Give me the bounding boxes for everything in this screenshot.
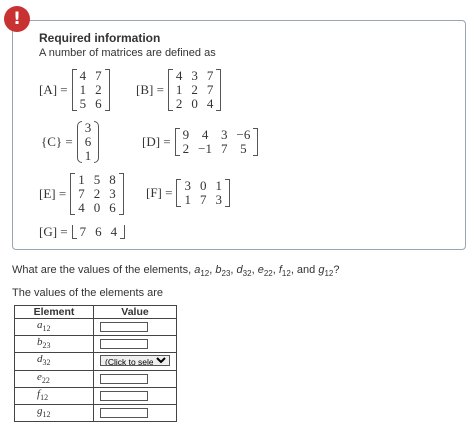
matrix-f [146, 179, 230, 207]
vector-c [41, 121, 99, 163]
element-subscript: 23 [221, 269, 231, 279]
question-element [236, 264, 258, 279]
matrix-cell: 5 [93, 172, 101, 187]
matrix-cell: 3 [84, 120, 92, 135]
element-symbol: g [318, 264, 325, 276]
answer-table-header [15, 306, 177, 319]
value-input[interactable] [100, 408, 148, 418]
vector-c-grid [82, 121, 95, 163]
value-cell [94, 319, 177, 336]
table-row [15, 353, 177, 370]
matrix-b-label: [B] = [136, 82, 164, 97]
header-value: Value [94, 306, 177, 319]
matrix-a-label: [A] = [39, 82, 68, 97]
value-cell [94, 336, 177, 353]
matrix-cell: 8 [109, 172, 116, 187]
element-subscript: 12 [281, 269, 291, 279]
element-cell [15, 370, 94, 387]
matrix-cell: 1 [84, 148, 92, 163]
row-vector-g-grid [77, 225, 121, 239]
right-bracket [119, 173, 124, 215]
table-row [15, 370, 177, 387]
question-element [257, 264, 279, 279]
separator: , [251, 264, 258, 276]
value-cell [94, 404, 177, 421]
question-element [194, 264, 216, 279]
matrix-cell: −6 [236, 127, 251, 142]
table-row [15, 387, 177, 404]
element-symbol: b [37, 336, 43, 349]
element-symbol: e [37, 370, 42, 383]
matrix-cell: 4 [110, 224, 118, 239]
matrix-cell: 7 [206, 82, 214, 97]
matrix-f-label: [F] = [146, 185, 173, 200]
element-cell [15, 387, 94, 404]
right-bracket [253, 128, 258, 156]
matrix-cell: 0 [199, 178, 207, 193]
matrix-cell: 6 [95, 96, 102, 111]
question-element [215, 264, 237, 279]
element-symbol: d [236, 264, 243, 276]
matrix-cell: 1 [184, 192, 191, 207]
matrix-cell: 6 [95, 224, 102, 239]
matrix-d-label: [D] = [142, 134, 171, 149]
matrix-cell: 0 [191, 96, 198, 111]
matrix-cell: 7 [206, 68, 214, 83]
separator: ? [333, 264, 340, 276]
separator: , [272, 264, 279, 276]
value-select[interactable] [100, 355, 170, 366]
table-row [15, 319, 177, 336]
value-cell [94, 387, 177, 404]
right-bracket [225, 179, 230, 207]
vector-c-label: {C} = [41, 134, 73, 149]
matrix-cell: 2 [182, 141, 190, 156]
question-prefix: What are the values of the elements, [12, 264, 195, 276]
matrix-cell: 1 [175, 82, 183, 97]
matrix-cell: 3 [191, 68, 198, 83]
matrix-cell: 6 [109, 200, 116, 215]
matrix-cell: 7 [199, 192, 207, 207]
matrix-cell: 1 [79, 82, 87, 97]
matrix-cell: 4 [79, 68, 87, 83]
matrix-cell: 4 [206, 96, 214, 111]
values-intro: The values of the elements are [12, 287, 164, 299]
row-vector-g-label: [G] = [39, 224, 68, 239]
element-subscript: 12 [42, 324, 51, 334]
matrix-cell: 5 [79, 96, 87, 111]
element-subscript: 32 [42, 358, 51, 368]
matrix-cell: 0 [93, 200, 101, 215]
element-cell [15, 404, 94, 421]
element-subscript: 12 [42, 410, 51, 420]
element-symbol: f [37, 387, 41, 400]
matrix-b [136, 69, 221, 111]
element-symbol: a [194, 264, 201, 276]
element-symbol: g [37, 404, 43, 417]
matrix-a [39, 69, 110, 111]
answer-table [14, 305, 177, 422]
value-input[interactable] [100, 322, 148, 332]
question-elements [194, 264, 340, 279]
separator: , [230, 264, 237, 276]
matrix-cell: 7 [220, 141, 228, 156]
matrix-cell: 4 [201, 127, 209, 142]
element-subscript: 23 [42, 341, 51, 351]
element-subscript: 12 [40, 392, 49, 402]
element-symbol: f [278, 264, 282, 276]
matrix-cell: 3 [220, 127, 228, 142]
matrix-cell: 7 [95, 68, 102, 83]
matrix-cell: 2 [95, 82, 102, 97]
matrix-a-grid [77, 69, 105, 111]
element-cell [15, 353, 94, 370]
separator: , [209, 264, 216, 276]
required-information-panel [12, 20, 466, 250]
matrix-cell: 3 [109, 186, 116, 201]
matrix-cell: 7 [78, 186, 85, 201]
element-symbol: e [257, 264, 264, 276]
matrix-cell: 9 [182, 127, 190, 142]
matrix-d-grid [180, 128, 254, 156]
question-element [278, 264, 319, 279]
question-text [12, 264, 340, 278]
row-vector-g [39, 224, 125, 240]
matrix-e [39, 173, 124, 215]
matrix-cell: 6 [84, 134, 92, 149]
right-brace [94, 121, 99, 163]
matrix-cell: 1 [215, 178, 222, 193]
element-subscript: 12 [324, 269, 334, 279]
matrix-e-label: [E] = [39, 186, 67, 201]
matrix-cell: 2 [93, 186, 101, 201]
right-bracket [105, 69, 110, 111]
element-subscript: 22 [41, 375, 50, 385]
matrix-cell: 2 [191, 82, 198, 97]
matrix-cell: 2 [175, 96, 183, 111]
table-row [15, 404, 177, 421]
table-row [15, 336, 177, 353]
matrix-cell: −1 [198, 141, 212, 156]
value-cell [94, 353, 177, 370]
alert-icon: ! [4, 6, 30, 32]
info-title: Required information [39, 31, 161, 45]
element-cell [15, 319, 94, 336]
element-subscript: 12 [200, 269, 210, 279]
matrix-f-grid [181, 179, 225, 207]
element-symbol: d [37, 353, 43, 366]
matrix-b-grid [173, 69, 217, 111]
value-input[interactable] [100, 391, 148, 401]
info-description: A number of matrices are defined as [39, 47, 216, 59]
matrix-cell: 4 [175, 68, 183, 83]
matrix-d [142, 128, 258, 156]
matrix-cell: 1 [78, 172, 85, 187]
matrix-cell: 4 [78, 200, 85, 215]
element-symbol: a [37, 319, 43, 331]
value-cell [94, 370, 177, 387]
matrix-cell: 3 [184, 178, 191, 193]
matrix-e-grid [75, 173, 119, 215]
element-subscript: 32 [242, 269, 252, 279]
element-cell [15, 336, 94, 353]
value-input[interactable] [100, 339, 148, 349]
matrix-cell: 7 [79, 224, 87, 239]
value-input[interactable] [100, 374, 148, 384]
element-subscript: 22 [263, 269, 273, 279]
right-floor-bracket [120, 225, 125, 239]
matrix-cell: 3 [215, 192, 222, 207]
question-element [318, 264, 340, 279]
header-element: Element [15, 306, 94, 319]
right-bracket [216, 69, 221, 111]
element-symbol: b [215, 264, 222, 276]
separator: , and [290, 264, 319, 276]
matrix-cell: 5 [240, 141, 247, 156]
